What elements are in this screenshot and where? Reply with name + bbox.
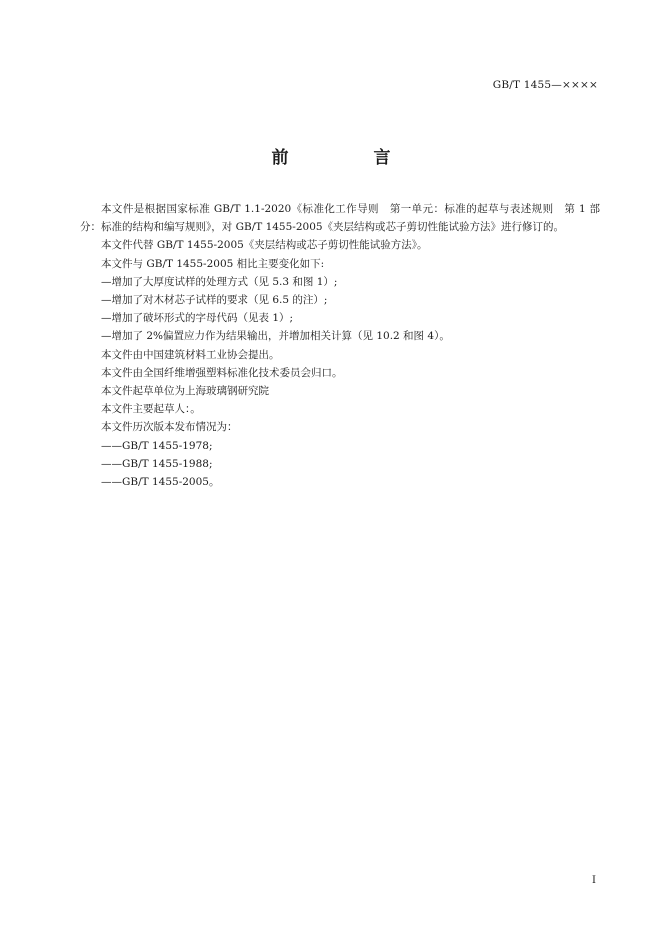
page-title: 前 言 bbox=[271, 148, 425, 168]
paragraph-revision-basis: 本文件是根据国家标准 GB/T 1.1-2020《标准化工作导则 第一单元：标准的起草与表述规则 第 1 部分：标准的结构和编写规则》，对 GB/T 1455-2005《夹层结构或芯子剪切性能试验方法》进行修订的。 bbox=[80, 203, 600, 234]
foreword-body bbox=[80, 200, 600, 491]
paragraph-history-intro: 本文件历次版本发布情况为： bbox=[101, 421, 238, 434]
change-item-failure-code: —增加了破坏形式的字母代码（见表 1）; bbox=[101, 312, 294, 325]
change-item-wood-core: —增加了对木材芯子试样的要求（见 6.5 的注）; bbox=[101, 294, 328, 307]
paragraph-under-jurisdiction: 本文件由全国纤维增强塑料标准化技术委员会归口。 bbox=[101, 366, 343, 379]
history-item-1988: ——GB/T 1455-1988; bbox=[101, 457, 213, 470]
paragraph-drafters: 本文件主要起草人：。 bbox=[101, 403, 201, 416]
change-item-offset-stress: —增加了 2%偏置应力作为结果输出，并增加相关计算（见 10.2 和图 4）。 bbox=[101, 330, 450, 343]
history-item-2005: ——GB/T 1455-2005。 bbox=[101, 476, 220, 489]
history-item-1978: ——GB/T 1455-1978; bbox=[101, 439, 213, 452]
document-code-header: GB/T 1455—×××× bbox=[492, 79, 598, 91]
paragraph-drafting-unit: 本文件起草单位为上海玻璃钢研究院 bbox=[101, 385, 269, 398]
change-item-thick-specimen: —增加了大厚度试样的处理方式（见 5.3 和图 1）; bbox=[101, 275, 338, 288]
paragraph-changes-intro: 本文件与 GB/T 1455-2005 相比主要变化如下: bbox=[101, 257, 325, 270]
page-number: I bbox=[592, 875, 596, 886]
paragraph-proposed-by: 本文件由中国建筑材料工业协会提出。 bbox=[101, 348, 280, 361]
paragraph-replaces: 本文件代替 GB/T 1455-2005《夹层结构或芯子剪切性能试验方法》。 bbox=[101, 239, 428, 252]
